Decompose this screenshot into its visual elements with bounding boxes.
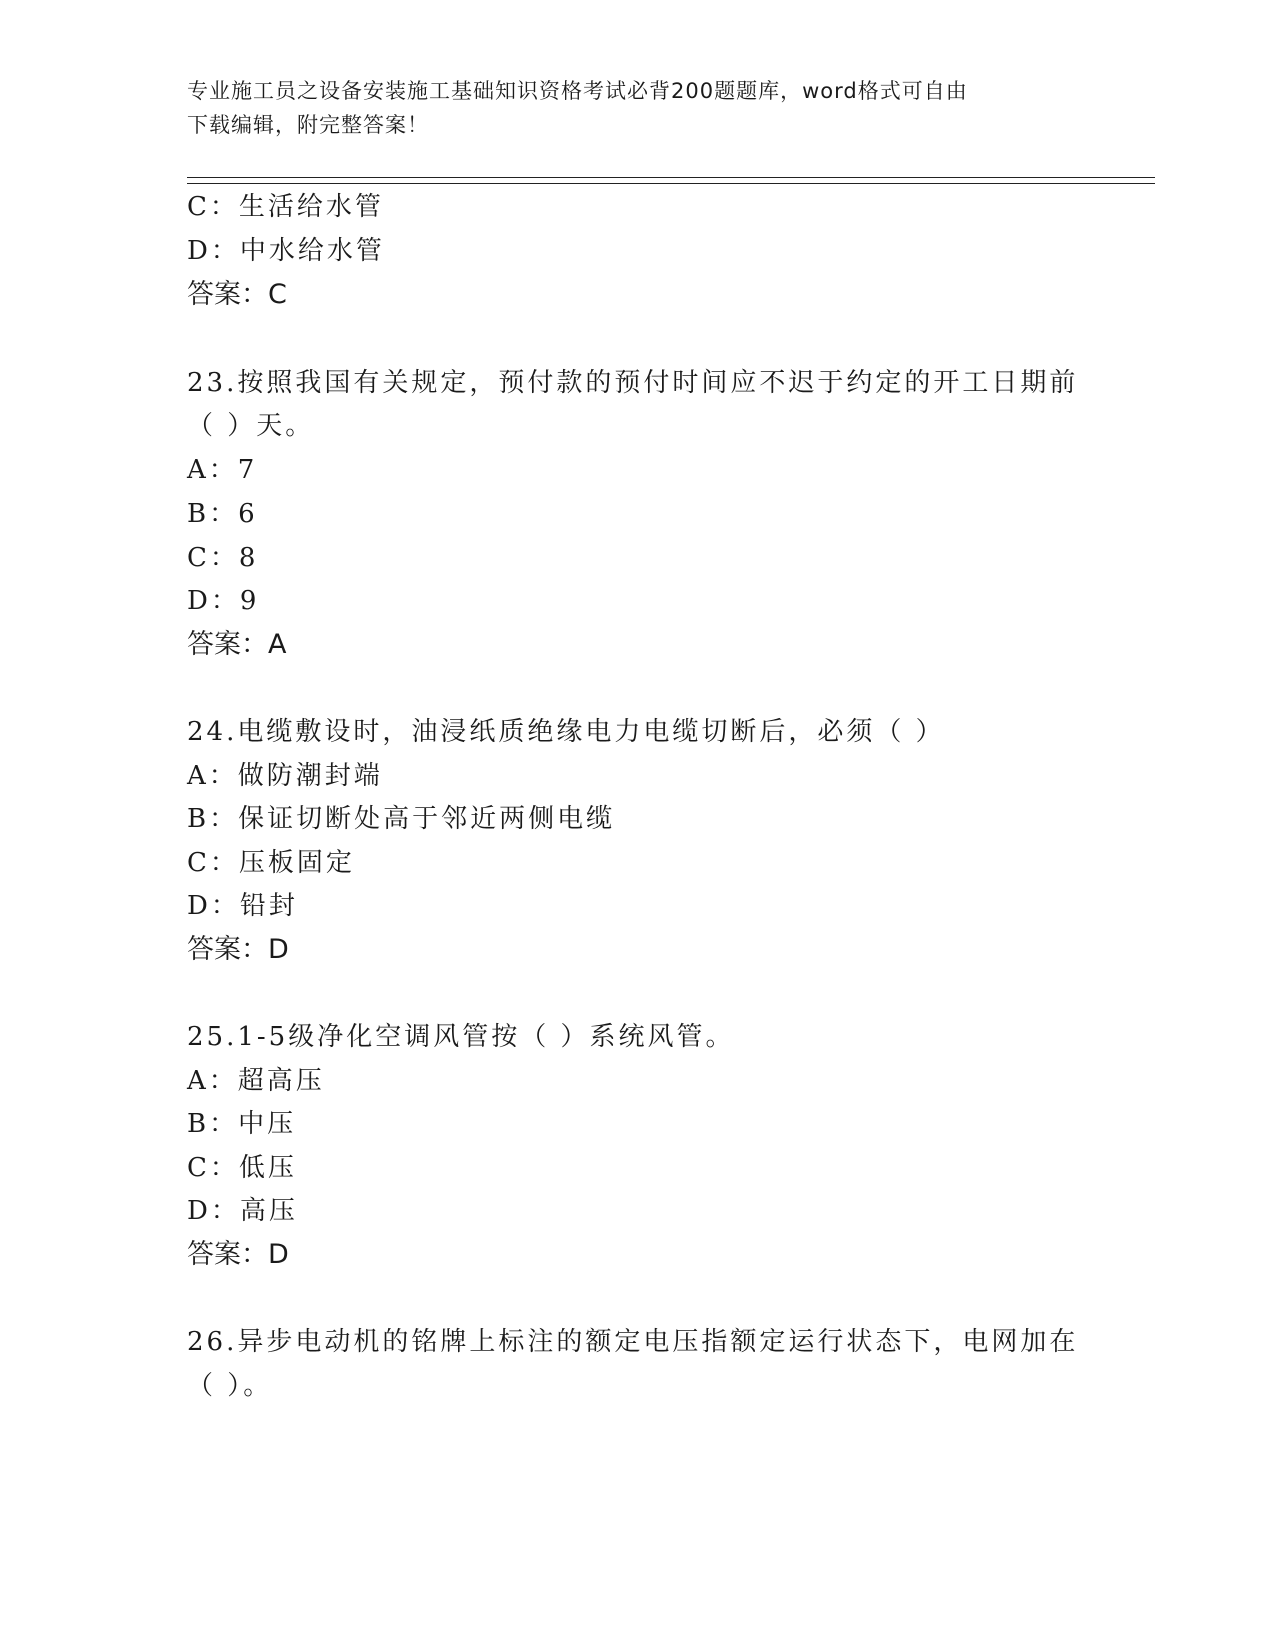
q25-option-a: A：超高压 [187,1066,325,1096]
header-line-1: 专业施工员之设备安装施工基础知识资格考试必背200题题库，word格式可自由 [187,79,968,103]
document-header [187,74,1077,142]
q24-option-d: D：铅封 [187,891,298,921]
q25-stem-line-1: 25.1-5级净化空调风管按（ ）系统风管。 [187,1022,735,1052]
header-line-2: 下载编辑，附完整答案！ [187,113,429,137]
q22-option-d: D：中水给水管 [187,236,385,266]
q22-option-c: C：生活给水管 [187,192,384,222]
q23-answer: 答案：A [187,629,287,660]
q23-stem-line-2: （ ）天。 [187,411,315,441]
q24-option-a: A：做防潮封端 [187,761,383,791]
q24-answer: 答案：D [187,934,289,965]
q26-stem-line-1: 26.异步电动机的铭牌上标注的额定电压指额定运行状态下，电网加在 [187,1327,1079,1357]
q23-option-c: C：8 [187,543,259,573]
q23-option-a: A：7 [187,455,258,485]
header-divider-top [187,177,1155,178]
q24-stem-line-1: 24.电缆敷设时，油浸纸质绝缘电力电缆切断后，必须（ ） [187,717,945,747]
q26-stem-line-2: （ ）。 [187,1371,273,1401]
q25-option-c: C：低压 [187,1153,297,1183]
header-divider-bottom [187,183,1155,184]
q24-option-b: B：保证切断处高于邻近两侧电缆 [187,804,616,834]
q23-option-b: B：6 [187,499,258,529]
q23-stem-line-1: 23.按照我国有关规定，预付款的预付时间应不迟于约定的开工日期前 [187,368,1079,398]
q25-option-d: D：高压 [187,1196,298,1226]
q25-answer: 答案：D [187,1239,289,1270]
q22-answer: 答案：C [187,279,287,310]
q25-option-b: B：中压 [187,1109,297,1139]
q24-option-c: C：压板固定 [187,848,355,878]
q23-option-d: D：9 [187,586,260,616]
